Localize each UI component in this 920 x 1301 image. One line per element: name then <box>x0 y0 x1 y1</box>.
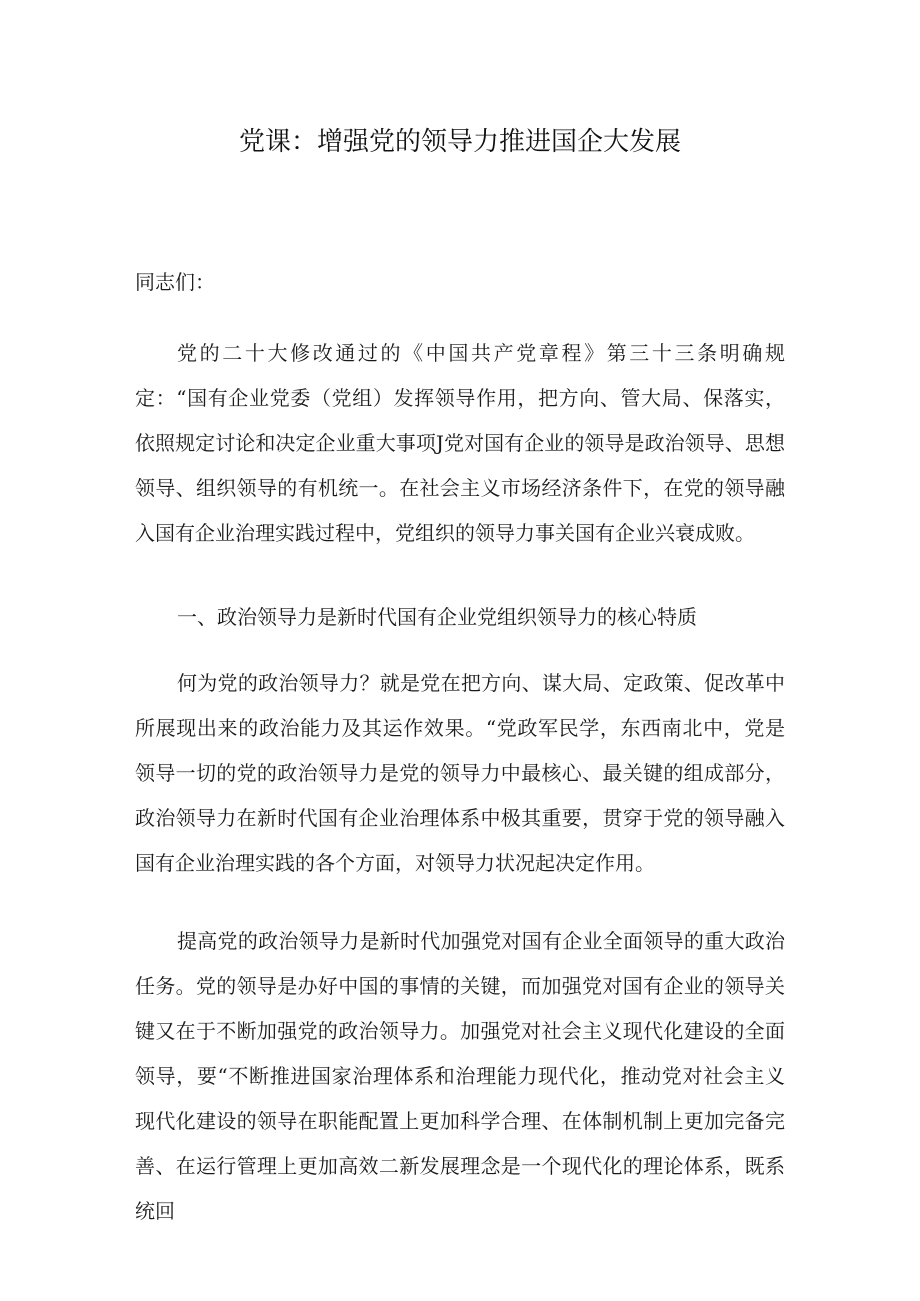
salutation: 同志们： <box>135 270 215 294</box>
section-heading-1: 一、政治领导力是新时代国有企业党组织领导力的核心特质 <box>177 605 697 629</box>
paragraph-intro: 党的二十大修改通过的《中国共产党章程》第三十三条明确规定：“国有企业党委（党组）发挥领导作用，把方向、管大局、保落实，依照规定讨论和决定企业重大事项J党对国有企业的领导是政治领导、思想领导、组织领导的有机统一。在社会主义市场经济条件下，在党的领导融入国有企业治理实践过程中，党组织的领导力事关国有企业兴衰成败。 <box>135 341 785 545</box>
paragraph-political-leadership: 何为党的政治领导力？就是党在把方向、谋大局、定政策、促改革中所展现出来的政治能力及其运作效果。“党政军民学，东西南北中，党是领导一切的党的政治领导力是党的领导力中最核心、最关键的组成部分，政治领导力在新时代国有企业治理体系中极其重要，贯穿于党的领导融入国有企业治理实践的各个方面，对领导力状况起决定作用。 <box>135 671 785 875</box>
paragraph-improve-leadership: 提高党的政治领导力是新时代加强党对国有企业全面领导的重大政治任务。党的领导是办好中国的事情的关键，而加强党对国有企业的领导关键又在于不断加强党的政治领导力。加强党对社会主义现代化建设的全面领导，要“不断推进国家治理体系和治理能力现代化，推动党对社会主义现代化建设的领导在职能配置上更加科学合理、在体制机制上更加完备完善、在运行管理上更加高效二新发展理念是一个现代化的理论体系，既系统回 <box>135 929 785 1223</box>
document-title: 党课：增强党的领导力推进国企大发展 <box>238 127 681 157</box>
